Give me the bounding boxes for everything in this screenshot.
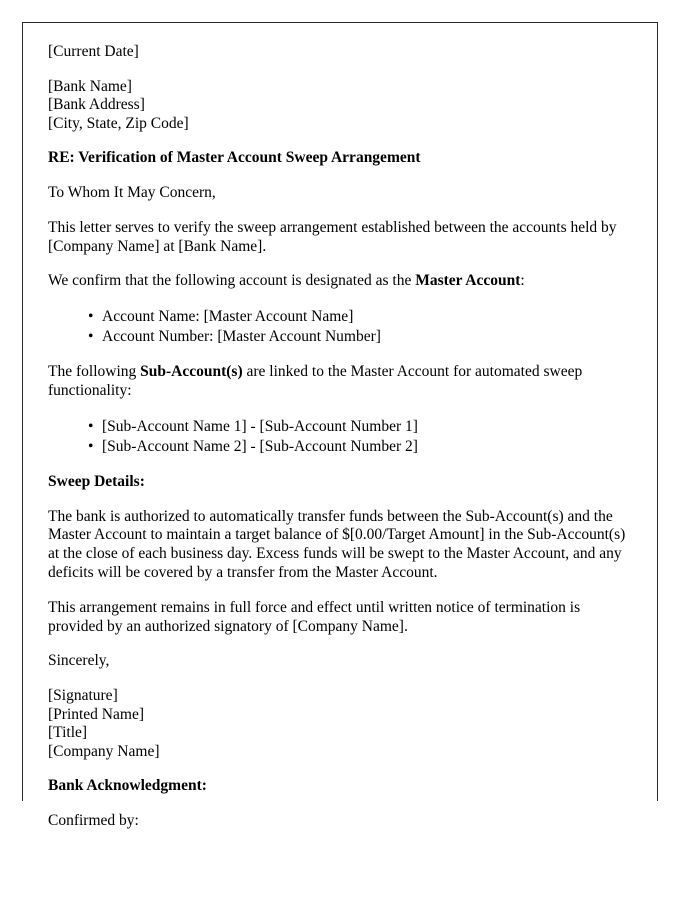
master-account-term: Master Account [415,272,521,290]
letter-body [23,23,657,830]
list-item-label: Account Name: [Master Account Name] [102,308,354,326]
signature-block [48,687,631,761]
sub-account-intro-after: are linked to the Master Account for automated sweep functionality: [48,363,583,400]
bullet-icon: • [88,328,94,346]
confirmed-by-line: Confirmed by: [48,812,139,830]
list-item [88,307,631,327]
recipient-bank-name: [Bank Name] [48,77,132,95]
bank-acknowledgment-heading: Bank Acknowledgment: [48,777,207,795]
company-name-placeholder: [Company Name] [48,742,160,760]
subject-line: RE: Verification of Master Account Sweep Arrangement [48,149,421,167]
list-item-label: [Sub-Account Name 1] - [Sub-Account Number 1] [102,417,418,435]
intro-paragraph: This letter serves to verify the sweep arrangement established between the accounts held by [Company Name] at [Bank Name]. [48,218,617,255]
salutation: To Whom It May Concern, [48,184,216,202]
closing: Sincerely, [48,652,110,670]
list-item [88,417,631,437]
list-item-label: [Sub-Account Name 2] - [Sub-Account Number 2] [102,437,418,455]
list-item-label: Account Number: [Master Account Number] [102,328,381,346]
recipient-city-state-zip: [City, State, Zip Code] [48,114,189,132]
sweep-details-heading: Sweep Details: [48,472,145,490]
recipient-bank-address: [Bank Address] [48,96,145,114]
termination-paragraph: This arrangement remains in full force and effect until written notice of termination is provided by an authorized signatory of [Company Name]. [48,598,581,635]
signature-placeholder: [Signature] [48,687,118,705]
master-account-intro [48,272,631,291]
sweep-details-paragraph: The bank is authorized to automatically transfer funds between the Sub-Account(s) and the Master Account to maintain a target balance of $[0.00/Target Amount] in the Sub-Account(s) at the close of each business day. Excess funds will be swept to the Master Account, and any deficits will be covered by a transfer from the Master Account. [48,507,626,582]
letter-page [22,22,658,830]
master-account-intro-before: We confirm that the following account is designated as the [48,272,416,290]
title-placeholder: [Title] [48,724,88,742]
letter-date: [Current Date] [48,43,139,60]
sub-account-intro [48,363,631,401]
list-item [88,437,631,457]
list-item [88,327,631,347]
bullet-icon: • [88,437,94,455]
bullet-icon: • [88,417,94,435]
sub-account-list [48,417,631,457]
sub-account-term: Sub-Account(s) [140,363,243,381]
master-account-intro-after: : [520,272,525,290]
recipient-address-block [48,78,631,134]
master-account-list [48,307,631,347]
sub-account-intro-before: The following [48,363,141,381]
bullet-icon: • [88,308,94,326]
printed-name-placeholder: [Printed Name] [48,705,144,723]
